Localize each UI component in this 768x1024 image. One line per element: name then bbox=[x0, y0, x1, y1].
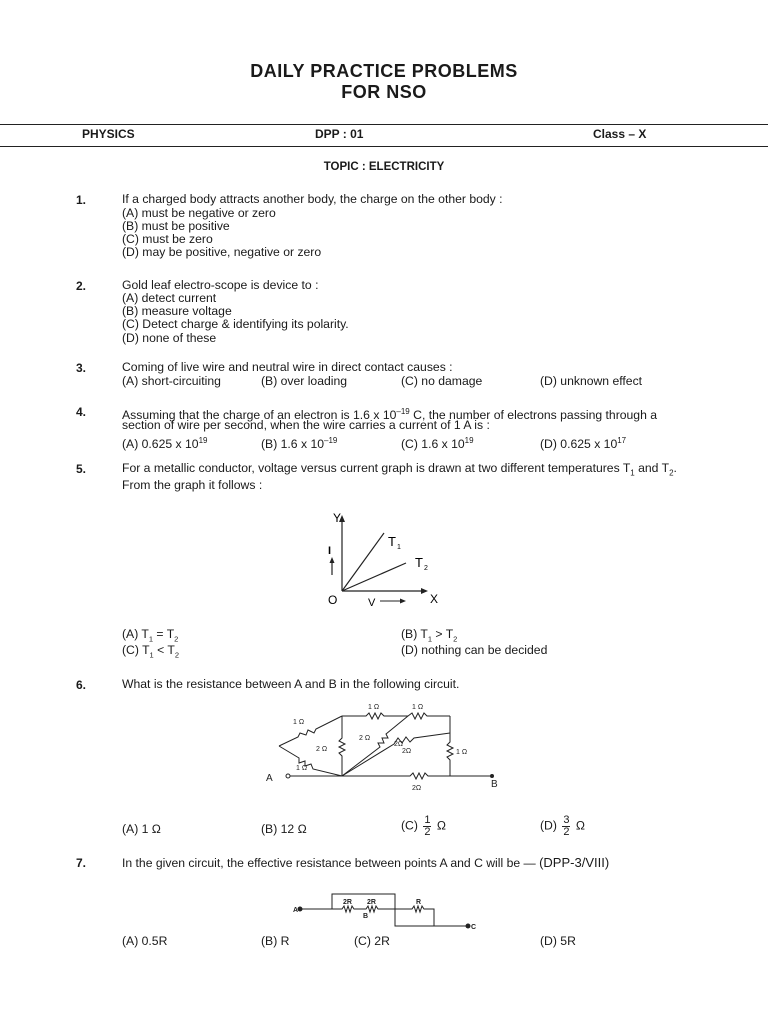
q4-option-d: (D) 0.625 x $10^{17}$ bbox=[540, 436, 627, 452]
question-number: 2. bbox=[76, 279, 87, 293]
resistor-label: 2R bbox=[343, 899, 352, 906]
terminal-b-label: B bbox=[491, 779, 498, 790]
question-number: 5. bbox=[76, 462, 87, 476]
q6-option-b: (B) 12 Ω bbox=[261, 822, 307, 836]
q6-option-a: (A) 1 Ω bbox=[122, 822, 161, 836]
q6-option-d: (D) $\frac{3}{2}$ Ω bbox=[540, 814, 585, 838]
q1-option-d: (D) may be positive, negative or zero bbox=[122, 245, 322, 259]
fraction: $\frac{1}{2}$ bbox=[424, 814, 431, 838]
q7-option-d: (D) 5R bbox=[540, 934, 576, 948]
q4-option-c: (C) 1.6 x $10^{19}$ bbox=[401, 436, 474, 452]
bottom-wire bbox=[288, 773, 492, 779]
terminal-a bbox=[298, 907, 303, 912]
question-1-text: If a charged body attracts another body, the charge on the other body : bbox=[122, 192, 503, 206]
question-3-text: Coming of live wire and neutral wire in direct contact causes : bbox=[122, 360, 453, 374]
terminal-a-label: A bbox=[266, 773, 273, 784]
voltage-label: V bbox=[368, 597, 376, 609]
lower-left-resistor bbox=[279, 746, 342, 776]
q2-option-a: (A) detect current bbox=[122, 291, 217, 305]
resistor-label: 2Ω bbox=[412, 785, 422, 792]
subject-label: PHYSICS bbox=[82, 127, 135, 141]
resistor-label: 2 Ω bbox=[316, 746, 328, 753]
class-label: Class – X bbox=[593, 127, 647, 141]
q7-option-a: (A) 0.5R bbox=[122, 934, 168, 948]
q3-option-c: (C) no damage bbox=[401, 374, 483, 388]
q1-option-b: (B) must be positive bbox=[122, 219, 230, 233]
question-5-line2: From the graph it follows : bbox=[122, 478, 263, 492]
q7-option-c: (C) 2R bbox=[354, 934, 390, 948]
q5-option-c: (C) $T_1 < T_2$ bbox=[122, 643, 179, 660]
resistor-chain bbox=[332, 906, 468, 926]
current-label: I bbox=[328, 545, 332, 557]
page-title-line2: FOR NSO bbox=[341, 82, 427, 102]
q6-circuit bbox=[262, 698, 512, 794]
resistor-label: 2R bbox=[367, 899, 376, 906]
voltage-arrow-head bbox=[400, 599, 406, 604]
t1-subscript: 1 bbox=[397, 544, 401, 551]
resistor-label: 1 Ω bbox=[368, 704, 380, 711]
q4-option-a: (A) 0.625 x $10^{19}$ bbox=[122, 436, 208, 452]
t2-label: T bbox=[415, 555, 423, 570]
fraction: $\frac{3}{2}$ bbox=[563, 814, 570, 838]
question-4-line2: section of wire per second, when the wire carries a current of 1 A is : bbox=[122, 418, 490, 432]
t1-label: T bbox=[388, 534, 396, 549]
q7-circuit bbox=[290, 888, 480, 936]
x-axis-label: X bbox=[430, 592, 439, 606]
q2-option-b: (B) measure voltage bbox=[122, 304, 232, 318]
resistor-label: 1 Ω bbox=[296, 765, 308, 772]
current-arrow-head bbox=[330, 557, 335, 563]
dpp-label: DPP : 01 bbox=[315, 127, 364, 141]
q5-option-b: (B) $T_1 > T_2$ bbox=[401, 627, 458, 644]
header-bottom-rule bbox=[0, 146, 768, 147]
terminal-c bbox=[466, 924, 471, 929]
question-number: 6. bbox=[76, 678, 87, 692]
y-axis-label: Y bbox=[333, 511, 342, 525]
question-5-line1: For a metallic conductor, voltage versus current graph is drawn at two different temperatures $T_1$ and $T_2$. bbox=[122, 461, 677, 478]
resistor-label: 2Ω bbox=[394, 741, 404, 748]
q6-option-c: (C) $\frac{1}{2}$ Ω bbox=[401, 814, 446, 838]
question-6-text: What is the resistance between A and B in the following circuit. bbox=[122, 677, 460, 691]
q5-option-a: (A) $T_1 = T_2$ bbox=[122, 627, 179, 644]
question-2-text: Gold leaf electro-scope is device to : bbox=[122, 278, 319, 292]
q7-option-b: (B) R bbox=[261, 934, 290, 948]
resistor-label: R bbox=[416, 899, 422, 906]
origin-label: O bbox=[328, 593, 338, 607]
iv-graph bbox=[320, 505, 450, 615]
resistor-label: 1 Ω bbox=[412, 704, 424, 711]
bottom-wire bbox=[395, 909, 434, 926]
page-title-line1: DAILY PRACTICE PROBLEMS bbox=[250, 61, 518, 81]
q2-option-c: (C) Detect charge & identifying its polarity. bbox=[122, 317, 349, 331]
resistor-label: 2Ω bbox=[402, 748, 412, 755]
terminal-a-label: A bbox=[293, 907, 299, 914]
q2-option-d: (D) none of these bbox=[122, 331, 217, 345]
terminal-c-label: C bbox=[471, 924, 477, 931]
q5-option-d: (D) nothing can be decided bbox=[401, 643, 548, 657]
resistor-label: 1 Ω bbox=[456, 749, 468, 756]
terminal-b bbox=[490, 774, 494, 778]
t2-subscript: 2 bbox=[424, 565, 428, 572]
terminal-a bbox=[286, 774, 290, 778]
question-number: 3. bbox=[76, 361, 87, 375]
q1-option-a: (A) must be negative or zero bbox=[122, 206, 276, 220]
q3-option-a: (A) short-circuiting bbox=[122, 374, 221, 388]
node-b-label: B bbox=[363, 913, 369, 920]
question-4-line1: Assuming that the charge of an electron is 1.6 x $10^{-19}$ C, the number of electrons passing through a bbox=[122, 407, 658, 423]
q3-option-b: (B) over loading bbox=[261, 374, 348, 388]
topic-heading: TOPIC : ELECTRICITY bbox=[323, 161, 445, 173]
top-wire bbox=[342, 713, 450, 719]
question-number: 7. bbox=[76, 856, 87, 870]
header-top-rule bbox=[0, 124, 768, 125]
q3-option-d: (D) unknown effect bbox=[540, 374, 643, 388]
question-number: 1. bbox=[76, 193, 87, 207]
resistor-label: 1 Ω bbox=[293, 719, 305, 726]
question-7-text: In the given circuit, the effective resistance between points A and C will be — (DPP-3/VIII) bbox=[122, 855, 610, 870]
upper-left-resistor bbox=[279, 716, 342, 746]
resistor-label: 2 Ω bbox=[359, 735, 371, 742]
middle-vertical-resistor bbox=[339, 716, 345, 776]
right-resistor bbox=[447, 716, 453, 776]
question-number: 4. bbox=[76, 405, 87, 419]
q4-option-b: (B) 1.6 x $10^{-19}$ bbox=[261, 436, 338, 452]
q1-option-c: (C) must be zero bbox=[122, 232, 213, 246]
x-axis-arrow bbox=[421, 588, 428, 594]
